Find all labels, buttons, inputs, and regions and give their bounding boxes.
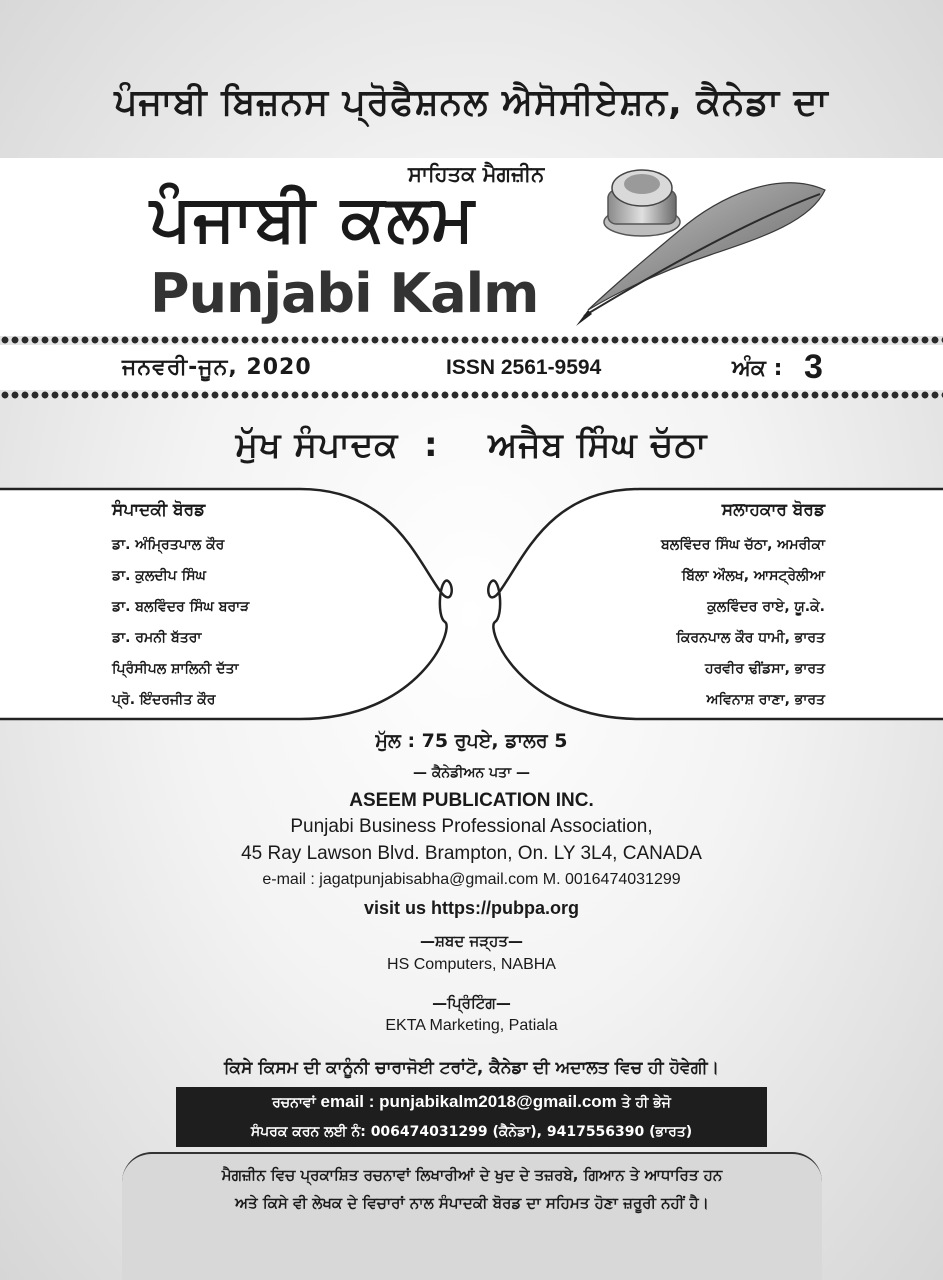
issn-number: ISSN 2561-9594 — [446, 356, 602, 379]
magazine-title-english: Punjabi Kalm — [150, 262, 539, 325]
price-line: ਮੁੱਲ : 75 ਰੁਪਏ, ਡਾਲਰ 5 — [375, 730, 568, 752]
list-item: ਪ੍ਰੋ. ਇੰਦਰਜੀਤ ਕੌਰ — [112, 692, 216, 708]
list-item: ਡਾ. ਅੰਮ੍ਰਿਤਪਾਲ ਕੌਰ — [112, 537, 225, 553]
chief-editor-separator: : — [423, 425, 439, 465]
inkwell-quill-icon — [570, 160, 840, 330]
issue-number: 3 — [804, 348, 823, 386]
list-item: ਡਾ. ਬਲਵਿੰਦਰ ਸਿੰਘ ਬਰਾੜ — [112, 599, 250, 615]
publisher-website[interactable]: visit us https://pubpa.org — [364, 898, 579, 918]
list-item: ਬਲਵਿੰਦਰ ਸਿੰਘ ਚੱਠਾ, ਅਮਰੀਕਾ — [661, 537, 825, 553]
submissions-line — [176, 1087, 767, 1117]
magazine-subtitle: ਸਾਹਿਤਕ ਮੈਗਜ਼ੀਨ — [408, 162, 545, 186]
issue-number-label: ਅੰਕ : — [732, 356, 783, 381]
list-item: ਕੁਲਵਿੰਦਰ ਰਾਏ, ਯੂ.ਕੇ. — [707, 599, 825, 615]
submissions-email[interactable]: email : punjabikalm2018@gmail.com — [320, 1092, 617, 1111]
chief-editor-line — [0, 425, 943, 465]
legal-jurisdiction-note: ਕਿਸੇ ਕਿਸਮ ਦੀ ਕਾਨੂੰਨੀ ਚਾਰਾਜੋਈ ਟਰਾਂਟੋ, ਕੈਨੇਡਾ ਦੀ ਅਦਾਲਤ ਵਿਚ ਹੀ ਹੋਵੇਗੀ। — [223, 1058, 720, 1078]
publisher-email-phone[interactable]: e-mail : jagatpunjabisabha@gmail.com M. 0016474031299 — [262, 871, 681, 888]
editorial-board-heading: ਸੰਪਾਦਕੀ ਬੋਰਡ — [112, 500, 206, 520]
list-item: ਬਿੱਲਾ ਔਲਖ, ਆਸਟ੍ਰੇਲੀਆ — [681, 568, 825, 584]
list-item: ਪ੍ਰਿੰਸੀਪਲ ਸ਼ਾਲਿਨੀ ਦੱਤਾ — [112, 661, 239, 677]
publisher-address: 45 Ray Lawson Blvd. Brampton, On. LY 3L4, CANADA — [241, 843, 702, 864]
contact-box — [176, 1087, 767, 1147]
publisher-name: ASEEM PUBLICATION INC. — [349, 790, 594, 811]
typeset-value: HS Computers, NABHA — [387, 956, 556, 973]
chief-editor-label: ਮੁੱਖ ਸੰਪਾਦਕ — [235, 425, 399, 465]
printing-label: —ਪ੍ਰਿੰਟਿੰਗ— — [432, 994, 511, 1012]
dotted-rule-bottom — [0, 390, 943, 400]
submissions-prefix: ਰਚਨਾਵਾਂ — [272, 1095, 316, 1111]
publisher-association: Punjabi Business Professional Association, — [290, 816, 653, 837]
typeset-label: —ਸ਼ਬਦ ਜੜ੍ਹਤ— — [420, 932, 523, 950]
advisory-board-heading: ਸਲਾਹਕਾਰ ਬੋਰਡ — [721, 500, 825, 520]
disclaimer-line-1: ਮੈਗਜ਼ੀਨ ਵਿਚ ਪ੍ਰਕਾਸ਼ਿਤ ਰਚਨਾਵਾਂ ਲਿਖਾਰੀਆਂ ਦੇ ਖੁਦ ਦੇ ਤਜ਼ਰਬੇ, ਗਿਆਨ ਤੇ ਆਧਾਰਿਤ ਹਨ — [221, 1166, 723, 1184]
contact-phone-line: ਸੰਪਰਕ ਕਰਨ ਲਈ ਨੰ: 006474031299 (ਕੈਨੇਡਾ), 9417556390 (ਭਾਰਤ) — [250, 1124, 693, 1140]
dotted-rule-top — [0, 335, 943, 345]
issue-date: ਜਨਵਰੀ-ਜੂਨ, 2020 — [122, 355, 312, 380]
association-line: ਪੰਜਾਬੀ ਬਿਜ਼ਨਸ ਪ੍ਰੋਫੈਸ਼ਨਲ ਐਸੋਸੀਏਸ਼ਨ, ਕੈਨੇਡਾ ਦਾ — [114, 82, 829, 123]
disclaimer-panel — [122, 1152, 822, 1280]
list-item: ਹਰਵੀਰ ਢੀਂਡਸਾ, ਭਾਰਤ — [704, 661, 825, 677]
advisory-board-list — [560, 530, 825, 716]
list-item: ਡਾ. ਰਮਨੀ ਬੱਤਰਾ — [112, 630, 202, 646]
disclaimer-line-2: ਅਤੇ ਕਿਸੇ ਵੀ ਲੇਖਕ ਦੇ ਵਿਚਾਰਾਂ ਨਾਲ ਸੰਪਾਦਕੀ ਬੋਰਡ ਦਾ ਸਹਿਮਤ ਹੋਣਾ ਜ਼ਰੂਰੀ ਨਹੀਂ ਹੈ। — [235, 1194, 709, 1212]
chief-editor-name: ਅਜੈਬ ਸਿੰਘ ਚੱਠਾ — [488, 425, 708, 465]
editorial-board-list — [112, 530, 249, 716]
list-item: ਅਵਿਨਾਸ਼ ਰਾਣਾ, ਭਾਰਤ — [706, 692, 825, 708]
magazine-title-punjabi: ਪੰਜਾਬੀ ਕਲਮ — [150, 182, 476, 256]
submissions-suffix: ਤੇ ਹੀ ਭੇਜੋ — [621, 1095, 671, 1111]
canadian-address-label: — ਕੈਨੇਡੀਅਨ ਪਤਾ — — [412, 765, 531, 781]
printing-value: EKTA Marketing, Patiala — [385, 1017, 558, 1034]
list-item: ਕਿਰਨਪਾਲ ਕੌਰ ਧਾਮੀ, ਭਾਰਤ — [676, 630, 825, 646]
list-item: ਡਾ. ਕੁਲਦੀਪ ਸਿੰਘ — [112, 568, 206, 584]
